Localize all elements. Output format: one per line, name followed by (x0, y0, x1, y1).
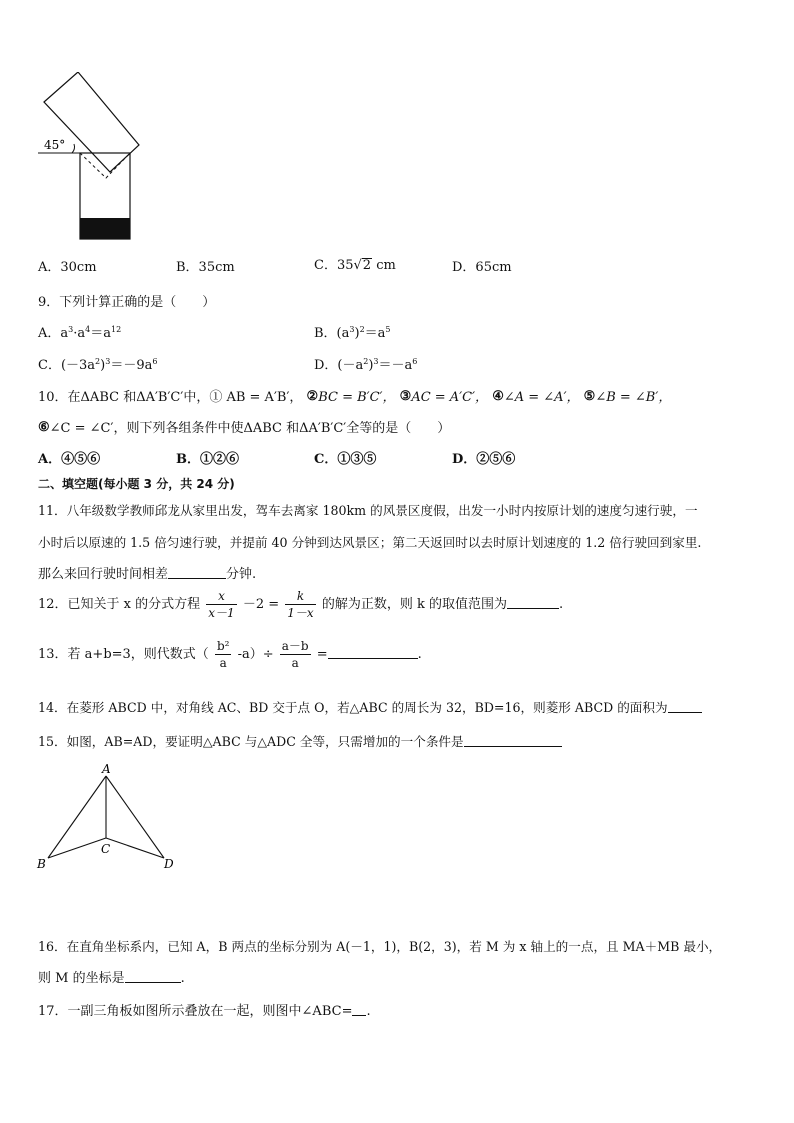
q13-pre: 13．若 a+b=3，则代数式（ (38, 647, 209, 662)
q10-option-b: B．①②⑥ (176, 452, 239, 467)
q12-f1-den: x－1 (208, 606, 235, 620)
segment-AD (106, 776, 164, 858)
q9-b-part: ＝a (364, 326, 386, 341)
q9-option-c (38, 354, 157, 373)
q9-d-exp: 6 (412, 357, 418, 366)
q10-line2 (38, 417, 450, 436)
q8-option-c (314, 254, 396, 273)
q9-option-a (38, 322, 121, 341)
section-heading: 二、填空题(每小题 3 分，共 24 分) (38, 477, 235, 491)
segment-DC (106, 838, 164, 858)
q12-f1-num: x (206, 588, 236, 605)
q13-end: . (417, 647, 422, 662)
q13-f1-den: a (219, 656, 227, 670)
q12-line (38, 588, 563, 621)
q12-fraction-1 (206, 588, 236, 621)
liquid-fill (80, 218, 130, 239)
q13-f1-num: b² (216, 639, 230, 653)
q12-answer-blank[interactable] (507, 596, 559, 609)
q16-l2-pre: 则 M 的坐标是 (38, 971, 125, 986)
q10-line1 (38, 386, 671, 405)
label-B: B (37, 857, 46, 871)
q12-end: . (558, 597, 564, 612)
q9-a-exp: 3 (68, 325, 74, 334)
q13-mid: -a）÷ (237, 647, 274, 662)
q11-line2: 小时后以原速的 1.5 倍匀速行驶，并提前 40 分钟到达风景区；第二天返回时以去时原计划速度的 1.2 倍行驶回到家里. (38, 535, 702, 550)
q12-mid: －2 = (242, 597, 280, 612)
q9-c-part: ＝－9a (110, 358, 153, 373)
q9-d-part: ) (368, 358, 374, 373)
q8-option-a: A．30cm (38, 260, 97, 275)
q8-option-b: B．35cm (176, 260, 235, 275)
q14-answer-blank[interactable] (668, 700, 702, 713)
segment-AB (48, 776, 106, 858)
q16-line1: 16．在直角坐标系内，已知 A，B 两点的坐标分别为 A(－1，1)，B(2，3)，若 M 为 x 轴上的一点，且 MA＋MB 最小， (38, 939, 722, 954)
q16-line2 (38, 967, 185, 986)
q10-option-d: D．②⑤⑥ (452, 452, 516, 467)
q16-l2-post: . (180, 971, 185, 986)
q11-l3-post: 分钟. (226, 567, 257, 582)
q14-text: 14．在菱形 ABCD 中，对角线 AC、BD 交于点 O，若△ABC 的周长为 32，BD=16，则菱形 ABCD 的面积为 (38, 700, 668, 715)
q11-line3 (38, 563, 256, 582)
q9-d-exp: 3 (373, 357, 379, 366)
q15-answer-blank[interactable] (464, 734, 562, 747)
q17-text: 17．一副三角板如图所示叠放在一起，则图中∠ABC= (38, 1004, 353, 1019)
q15-line (38, 731, 562, 750)
dashed-v (80, 153, 130, 178)
q10-condition-2: BC = B′C′， (318, 390, 396, 405)
q9-d-part: ＝－a (378, 358, 413, 373)
q10-circle-5: ⑤ (583, 389, 596, 404)
q9-a-exp: 4 (85, 325, 91, 334)
q10-circle-2: ② (306, 389, 319, 404)
q9-d-exp: 2 (363, 357, 369, 366)
q9-c-part: C．(－3a (38, 358, 96, 373)
q12-fraction-2 (285, 588, 315, 621)
q9-a-part: ·a (73, 326, 86, 341)
q13-answer-blank[interactable] (328, 646, 418, 659)
q10-option-c: C．①③⑤ (314, 452, 377, 467)
q9-b-part: B．(a (314, 326, 350, 341)
q17-answer-blank[interactable] (352, 1003, 366, 1016)
q9-c-exp: 3 (105, 357, 111, 366)
figure-square-container (34, 72, 146, 244)
q9-b-exp: 5 (385, 325, 391, 334)
q10-circle-6: ⑥ (38, 420, 50, 435)
q10-condition-5: ∠B = ∠B′， (595, 390, 672, 405)
q10-condition-1: 10．在ΔABC 和ΔA′B′C′中，① AB = A′B′， (38, 390, 303, 405)
q9-a-exp: 12 (110, 325, 122, 334)
angle-arc (72, 144, 74, 153)
q8-option-d: D．65cm (452, 260, 512, 275)
q13-line (38, 638, 422, 671)
q12-f2-den: 1－x (287, 606, 314, 620)
q9-d-part: D．(－a (314, 358, 364, 373)
label-A: A (102, 762, 111, 776)
q13-fraction-2 (280, 638, 311, 671)
q9-stem: 9．下列计算正确的是（ ） (38, 295, 216, 310)
q12-pre: 12．已知关于 x 的分式方程 (38, 597, 201, 612)
q9-option-b (314, 322, 391, 341)
q10-circle-4: ④ (492, 389, 504, 404)
sqrt-symbol: √ (353, 258, 362, 273)
q9-option-d (314, 354, 417, 373)
q10-circle-3: ③ (399, 389, 412, 404)
q9-a-part: ＝a (90, 326, 111, 341)
label-C: C (101, 842, 111, 856)
q8-c-suffix: cm (372, 258, 396, 273)
q15-text: 15．如图，AB=AD，要证明△ABC 与△ADC 全等，只需增加的一个条件是 (38, 734, 464, 749)
q11-l3-pre: 那么来回行驶时间相差 (38, 567, 169, 582)
segment-BC (48, 838, 106, 858)
q13-post: = (316, 647, 328, 662)
q8-c-root: 2 (362, 258, 372, 273)
q11-line1: 11．八年级数学教师邱龙从家里出发，驾车去离家 180km 的风景区度假，出发一小时内按原计划的速度匀速行驶，一 (38, 503, 698, 518)
figure-triangles (34, 762, 182, 874)
q10-condition-3: AC = A′C′， (411, 390, 489, 405)
q14-line (38, 697, 702, 716)
tilted-square (44, 72, 139, 172)
q10-condition-4: ∠A = ∠A′， (503, 390, 580, 405)
q8-c-prefix: C．35 (314, 258, 354, 273)
q10-condition-6: ∠C = ∠C′，则下列各组条件中使ΔABC 和ΔA′B′C′全等的是（ ） (49, 421, 451, 436)
q12-post: 的解为正数，则 k 的取值范围为 (321, 597, 507, 612)
q9-b-exp: 3 (349, 325, 355, 334)
q9-c-part: ) (100, 358, 106, 373)
q13-f2-den: a (291, 656, 299, 670)
q17-end: . (366, 1004, 371, 1019)
q13-fraction-1 (215, 638, 232, 671)
q9-c-exp: 6 (152, 357, 158, 366)
q9-c-exp: 2 (95, 357, 101, 366)
label-D: D (164, 857, 174, 871)
q13-f2-num: a－b (281, 639, 309, 653)
angle-label: 45° (44, 138, 66, 152)
q17-line (38, 1000, 371, 1019)
q9-b-part: ) (354, 326, 360, 341)
q9-a-part: A．a (38, 326, 69, 341)
q16-answer-blank[interactable] (125, 970, 181, 983)
q12-f2-num: k (285, 588, 315, 605)
q9-b-exp: 2 (359, 325, 365, 334)
q11-answer-blank[interactable] (168, 566, 226, 579)
q10-option-a: A．④⑤⑥ (38, 452, 101, 467)
